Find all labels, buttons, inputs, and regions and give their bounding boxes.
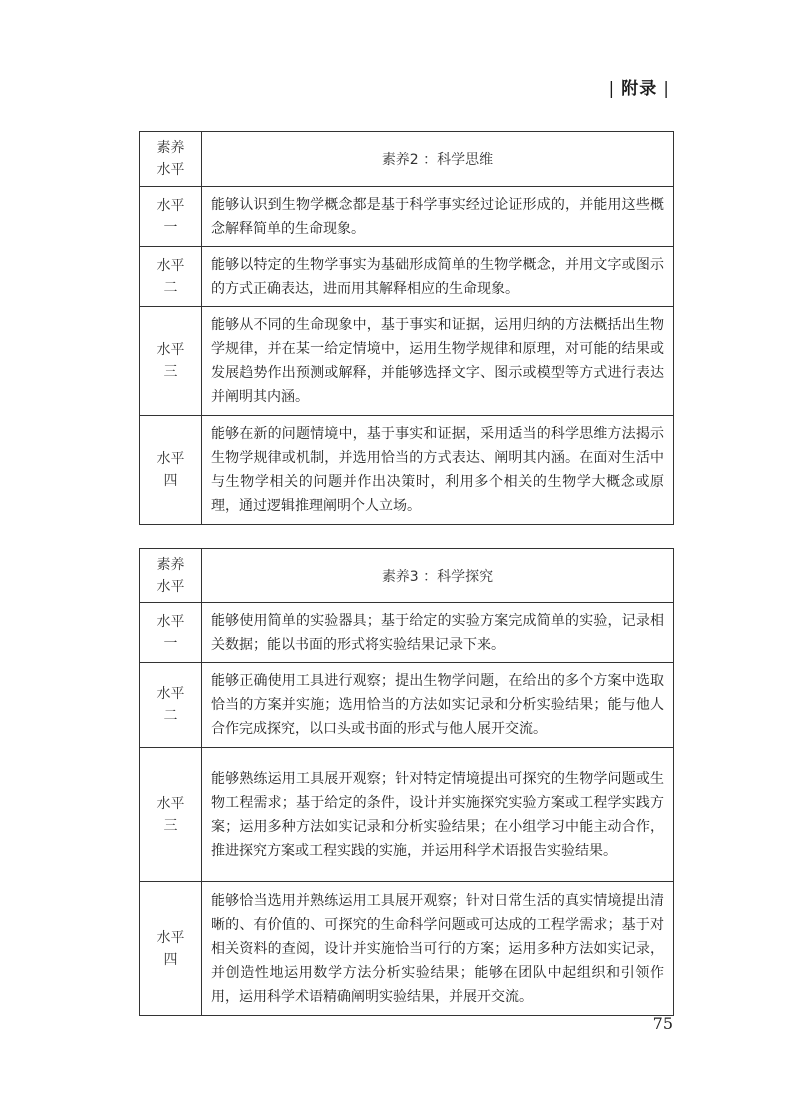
table-title: 素养3 ：科学探究 xyxy=(202,549,674,603)
level-number: 二 xyxy=(163,708,178,724)
level-description: 能够认识到生物学概念都是基于科学事实经过论证形成的，并能用这些概念解释简单的生命现象。 xyxy=(202,187,674,247)
level-description: 能够正确使用工具进行观察；提出生物学问题，在给出的多个方案中选取恰当的方案并实施；选用恰当的方法如实记录和分析实验结果；能与他人合作完成探究，以口头或书面的形式与他人展开交流。 xyxy=(202,663,674,748)
table-row xyxy=(140,187,674,247)
level-label: 水平 xyxy=(156,342,185,358)
header-bar-right: | xyxy=(663,79,670,99)
running-header xyxy=(603,74,676,99)
level-label: 水平 xyxy=(156,929,185,946)
table-header-row xyxy=(140,132,674,187)
table-row xyxy=(140,882,674,1016)
header-label-line1: 素养 xyxy=(156,140,185,156)
table-header-row xyxy=(140,549,674,603)
level-number: 三 xyxy=(163,817,178,834)
level-cell xyxy=(140,882,202,1016)
level-description: 能够使用简单的实验器具；基于给定的实验方案完成简单的实验，记录相关数据；能以书面的形式将实验结果记录下来。 xyxy=(202,603,674,663)
level-label: 水平 xyxy=(156,197,185,214)
level-number: 一 xyxy=(163,219,178,236)
header-label-line2: 水平 xyxy=(156,578,185,595)
table-row xyxy=(140,247,674,307)
table-row xyxy=(140,307,674,416)
level-description: 能够在新的问题情境中，基于事实和证据，采用适当的科学思维方法揭示生物学规律或机制，并选用恰当的方式表达、阐明其内涵。在面对生活中与生物学相关的问题并作出决策时，利用多个相关的生物学大概念或原理，通过逻辑推理阐明个人立场。 xyxy=(202,416,674,525)
table-row xyxy=(140,748,674,882)
science-thinking-table xyxy=(139,131,674,525)
level-cell xyxy=(140,603,202,663)
level-label: 水平 xyxy=(156,795,185,812)
section-title: 附录 xyxy=(621,79,658,99)
level-label: 水平 xyxy=(156,686,185,702)
table-row xyxy=(140,663,674,748)
level-description: 能够恰当选用并熟练运用工具展开观察；针对日常生活的真实情境提出清晰的、有价值的、可探究的生命科学问题或可达成的工程学需求；基于对相关资料的查阅，设计并实施恰当可行的方案；运用多种方法如实记录，并创造性地运用数学方法分析实验结果；能够在团队中起组织和引领作用，运用科学术语精确阐明实验结果，并展开交流。 xyxy=(202,882,674,1016)
level-label: 水平 xyxy=(156,257,185,274)
level-description: 能够熟练运用工具展开观察；针对特定情境提出可探究的生物学问题或生物工程需求；基于给定的条件，设计并实施探究实验方案或工程学实践方案；运用多种方法如实记录和分析实验结果；在小组学习中能主动合作，推进探究方案或工程实践的实施，并运用科学术语报告实验结果。 xyxy=(202,748,674,882)
level-label: 水平 xyxy=(156,451,185,467)
table-row xyxy=(140,603,674,663)
header-level-cell xyxy=(140,132,202,187)
header-bar-left: | xyxy=(608,79,616,99)
table-title: 素养2 ：科学思维 xyxy=(202,132,674,187)
level-cell xyxy=(140,748,202,882)
level-cell xyxy=(140,247,202,307)
level-cell xyxy=(140,307,202,416)
level-number: 三 xyxy=(163,364,178,380)
table-row xyxy=(140,416,674,525)
level-description: 能够以特定的生物学事实为基础形成简单的生物学概念，并用文字或图示的方式正确表达，进而用其解释相应的生命现象。 xyxy=(202,247,674,307)
level-cell xyxy=(140,187,202,247)
level-number: 一 xyxy=(163,635,178,652)
page-number: 75 xyxy=(652,1014,673,1033)
level-description: 能够从不同的生命现象中，基于事实和证据，运用归纳的方法概括出生物学规律，并在某一给定情境中，运用生物学规律和原理，对可能的结果或发展趋势作出预测或解释，并能够选择文字、图示或模型等方式进行表达并阐明其内涵。 xyxy=(202,307,674,416)
level-number: 二 xyxy=(163,279,178,296)
header-level-cell xyxy=(140,549,202,603)
header-label-line1: 素养 xyxy=(156,556,185,573)
level-number: 四 xyxy=(163,951,178,968)
header-label-line2: 水平 xyxy=(156,162,185,178)
science-inquiry-table xyxy=(139,548,674,1016)
level-cell xyxy=(140,663,202,748)
level-cell xyxy=(140,416,202,525)
level-label: 水平 xyxy=(156,613,185,630)
level-number: 四 xyxy=(163,473,178,489)
